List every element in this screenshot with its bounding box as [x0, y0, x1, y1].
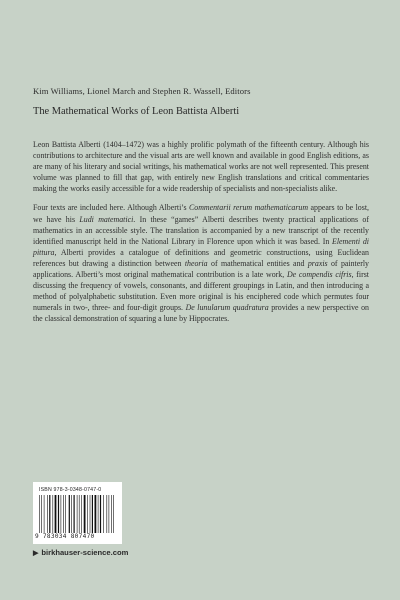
text-span: , first discussing the frequency of vowels, consonants, and different groupings in Latin, and then introducing a method of polyalphabetic substitution. Even more original is his enciphered code which permutes four numerals in two-, three- and four-digit groups. [33, 270, 369, 313]
italic-term: praxis [307, 258, 328, 268]
barcode-bar [49, 495, 50, 533]
text-span: , Alberti provides a catalogue of definitions and geometric constructions, using Euclidean references but drawing a distinction between [33, 247, 369, 268]
barcode-bar [109, 495, 110, 533]
barcode-bar [61, 495, 62, 533]
paragraph-2 [33, 202, 369, 324]
italic-title: De compendis cifris [286, 270, 352, 280]
description-body [33, 139, 369, 333]
editors-line: Kim Williams, Lionel March and Stephen R. Wassell, Editors [33, 86, 251, 96]
barcode-bar [113, 495, 114, 533]
barcode-digits: 9 783034 807470 [35, 533, 95, 540]
barcode-bar [58, 495, 59, 533]
italic-title: Ludi matematici [79, 214, 134, 224]
barcode-bar [90, 495, 91, 533]
italic-title: Elementi di pittura [33, 236, 370, 257]
text-span: of painterly applications. Alberti’s most original mathematical contribution is a late work, [33, 258, 369, 280]
text-span: provides a new perspective on the classical demonstration of squaring a lune by Hippocrates. [33, 303, 369, 324]
text-span: . In these “games” Alberti describes twenty practical applications of mathematics in an accessible style. The translation is accompanied by a new transcript of the recently identified manuscript held in the National Library in Florence upon which it was based. In [33, 214, 369, 246]
arrow-icon: ▶ [33, 550, 39, 557]
barcode-bar [65, 495, 66, 533]
italic-term: theoria [184, 258, 208, 268]
website-label: birkhauser-science.com [41, 548, 129, 557]
barcode-bar [69, 495, 70, 533]
book-title: The Mathematical Works of Leon Battista Alberti [33, 106, 240, 117]
barcode-bar [55, 495, 57, 533]
barcode-bar [92, 495, 93, 533]
barcode-bar [84, 495, 86, 533]
barcode-bar [103, 495, 104, 533]
barcode-bar [87, 495, 88, 533]
paragraph-1: Leon Battista Alberti (1404–1472) was a highly prolific polymath of the fifteenth century. Although his contributions to architecture and the visual arts are well known and available in good English editions, as are many of his literary and social writings, his mathematical works are not well represented. This present volume was planned to fill that gap, with entirely new English translations and critical commentaries making the works easily accessible for a wide readership of specialists and non-specialists alike. [33, 140, 369, 194]
italic-title: De lunularum quadratura [185, 303, 269, 313]
barcode-bar [44, 495, 45, 533]
barcode-bar [95, 495, 97, 533]
text-span: Four texts are included here. Although Alberti’s [33, 203, 189, 213]
barcode-bar [79, 495, 80, 533]
barcode-bar [47, 495, 48, 533]
barcode-icon [39, 495, 116, 533]
isbn-label: ISBN 978-3-0348-0747-0 [39, 487, 102, 493]
barcode-bar [107, 495, 108, 533]
barcode-bar [77, 495, 78, 533]
barcode-bar [53, 495, 54, 533]
barcode-panel [33, 482, 122, 544]
italic-title: Commentarii rerum mathematicarum [189, 203, 309, 213]
barcode-bar [63, 495, 64, 533]
barcode-bar [74, 495, 75, 533]
barcode-bar [111, 495, 112, 533]
barcode-bar [81, 495, 82, 533]
barcode-bar [41, 495, 42, 533]
text-span: appears to be lost, we have his [33, 203, 369, 224]
barcode-bar [100, 495, 101, 533]
publisher-website [33, 548, 233, 557]
barcode-bar [71, 495, 72, 533]
barcode-bar [39, 495, 40, 533]
text-span: of mathematical entities and [207, 258, 308, 268]
barcode-bar [98, 495, 99, 533]
